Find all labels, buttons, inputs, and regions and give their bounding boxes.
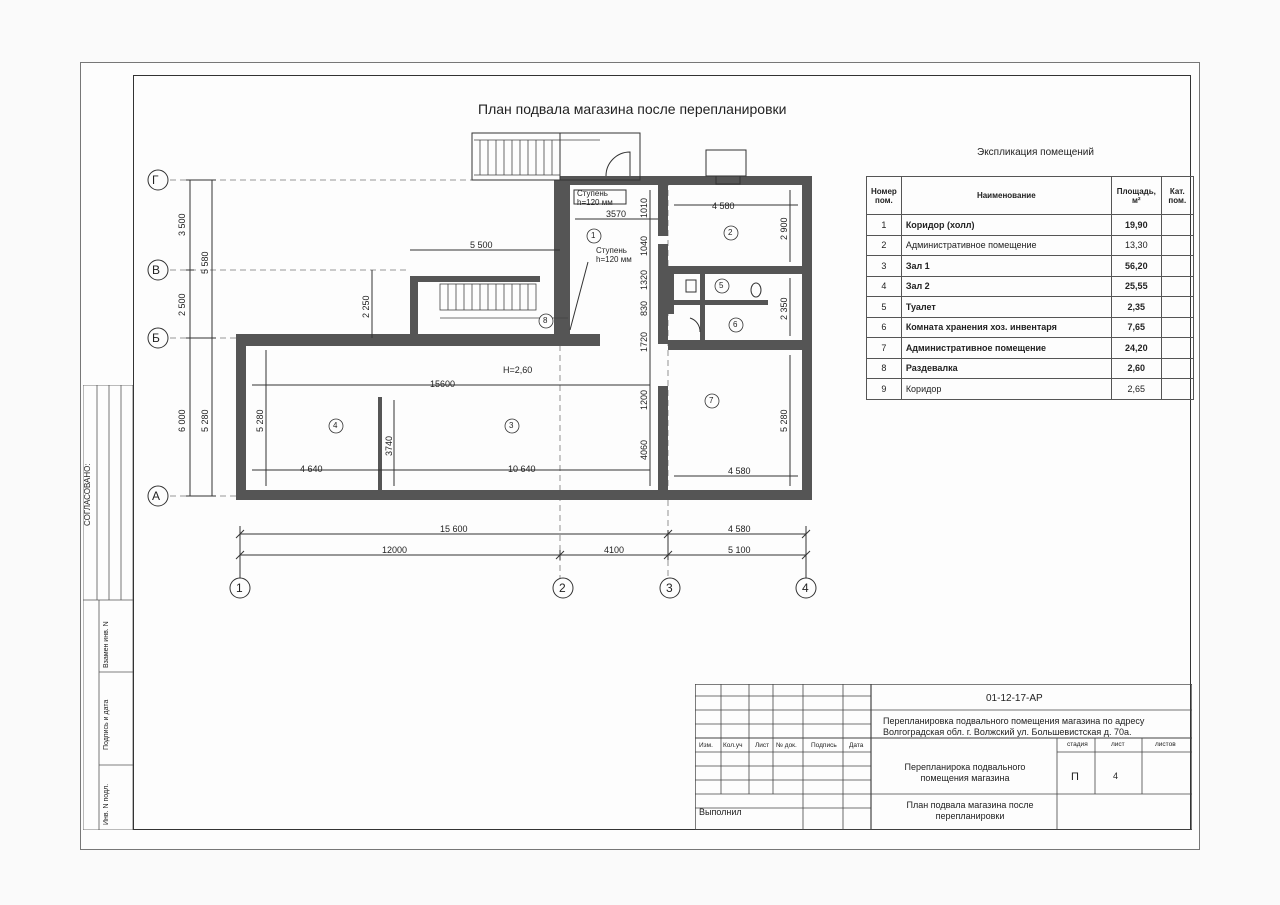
room-number: 3: [509, 421, 514, 430]
room-number: 4: [333, 421, 338, 430]
explication-row: [867, 297, 1194, 318]
explication-row: [867, 379, 1194, 400]
dim-inner: 830: [639, 300, 649, 316]
margin-swap: Взамен инв. N: [103, 621, 110, 668]
axis-label-col: 2: [559, 581, 566, 595]
ceiling-height: H=2,60: [503, 365, 533, 375]
sheets-label: листов: [1155, 741, 1176, 748]
dim-inner: 1320: [639, 269, 649, 290]
dim-left: 5 580: [200, 251, 210, 274]
explication-cell-name: Комната хранения хоз. инвентаря: [901, 317, 1111, 338]
explication-row: [867, 317, 1194, 338]
explication-cell-area: 25,55: [1111, 276, 1161, 297]
dim-inner: 3570: [606, 209, 627, 219]
axis-label-row: В: [152, 263, 161, 277]
dim-inner: 4 640: [300, 464, 323, 474]
step-note: h=120 мм: [596, 255, 632, 264]
explication-cell-area: 24,20: [1111, 338, 1161, 359]
explication-cell-area: 2,60: [1111, 358, 1161, 379]
explication-cell-cat: [1161, 215, 1193, 236]
dim-inner: 5 500: [470, 240, 493, 250]
room-number: 2: [728, 228, 733, 237]
stage-value: П: [1071, 771, 1079, 783]
explication-cell-name: Коридор: [901, 379, 1111, 400]
stamp-col: Дата: [849, 742, 864, 749]
object-name: Перепланирока подвального помещения магазина: [904, 762, 1026, 783]
dim-inner: 1010: [639, 197, 649, 218]
explication-cell-num: 9: [867, 379, 902, 400]
explication-row: [867, 338, 1194, 359]
explication-table: [866, 176, 1194, 400]
explication-cell-area: 13,30: [1111, 235, 1161, 256]
margin-sign-date: Подпись и дата: [103, 699, 110, 750]
dim-left: 2 500: [177, 293, 187, 316]
room-markers: [329, 226, 743, 433]
dim-left: 5 280: [200, 409, 210, 432]
step-note: h=120 мм: [577, 198, 613, 207]
dim-inner: 1720: [639, 331, 649, 352]
stamp-col: Лист: [755, 742, 770, 749]
room-number: 1: [591, 231, 596, 240]
col-header: Кат. пом.: [1161, 177, 1193, 215]
dim-inner: 2 900: [779, 217, 789, 240]
stamp-col: Подпись: [811, 742, 837, 749]
col-header: Наименование: [901, 177, 1111, 215]
room-number: 6: [733, 320, 738, 329]
axis-label-col: 1: [236, 581, 243, 595]
explication-cell-num: 6: [867, 317, 902, 338]
explication-row: [867, 358, 1194, 379]
explication-title: Экспликация помещений: [977, 147, 1094, 158]
explication-cell-area: 56,20: [1111, 256, 1161, 277]
stage-label: стадия: [1067, 741, 1088, 748]
explication-cell-num: 3: [867, 256, 902, 277]
explication-row: [867, 235, 1194, 256]
dim-inner: 4060: [639, 439, 649, 460]
explication-cell-cat: [1161, 235, 1193, 256]
explication-cell-num: 8: [867, 358, 902, 379]
explication-row: [867, 276, 1194, 297]
dim-bottom: 4 580: [728, 524, 751, 534]
explication-cell-cat: [1161, 379, 1193, 400]
dim-inner: 4 580: [712, 201, 735, 211]
explication-cell-name: Зал 2: [901, 276, 1111, 297]
title-block: [695, 684, 1192, 830]
explication-cell-area: 2,35: [1111, 297, 1161, 318]
explication-row: [867, 215, 1194, 236]
axis-label-row: Б: [152, 331, 160, 345]
dim-inner: 10 640: [508, 464, 536, 474]
drawing-title: План подвала магазина после перепланировки: [478, 101, 787, 117]
walls: [236, 176, 812, 500]
explication-cell-num: 4: [867, 276, 902, 297]
explication-cell-name: Туалет: [901, 297, 1111, 318]
explication-cell-num: 5: [867, 297, 902, 318]
dim-inner: 5 280: [255, 409, 265, 432]
dim-inner: 5 280: [779, 409, 789, 432]
explication-cell-name: Административное помещение: [901, 338, 1111, 359]
explication-cell-cat: [1161, 317, 1193, 338]
project-name: Перепланировка подвального помещения магазина по адресу Волгоградская обл. г. Волжский ул. Большевистская д. 70а.: [883, 716, 1145, 737]
performed-label: Выполнил: [699, 807, 742, 817]
dim-inner: 4 580: [728, 466, 751, 476]
room-number: 7: [709, 396, 714, 405]
dim-inner: 2 350: [779, 297, 789, 320]
explication-row: [867, 256, 1194, 277]
drawing-name: План подвала магазина после перепланировки: [906, 800, 1034, 821]
dim-bottom: 12000: [382, 545, 408, 555]
dim-left: 6 000: [177, 409, 187, 432]
explication-cell-name: Зал 1: [901, 256, 1111, 277]
explication-cell-area: 19,90: [1111, 215, 1161, 236]
stamp-col: Кол.уч: [723, 742, 743, 749]
dim-inner: 1040: [639, 235, 649, 256]
dim-bottom: 15 600: [440, 524, 468, 534]
margin-stamp: [83, 385, 133, 830]
dim-inner: 15600: [430, 379, 456, 389]
explication-cell-name: Коридор (холл): [901, 215, 1111, 236]
dim-inner: 2 250: [361, 295, 371, 318]
dim-bottom: 4100: [604, 545, 625, 555]
dim-inner: 3740: [384, 435, 394, 456]
sheet-label: лист: [1111, 741, 1125, 748]
margin-agreed: СОГЛАСОВАНО:: [83, 463, 92, 526]
explication-cell-num: 7: [867, 338, 902, 359]
explication-cell-cat: [1161, 338, 1193, 359]
explication-cell-name: Административное помещение: [901, 235, 1111, 256]
explication-cell-cat: [1161, 297, 1193, 318]
col-header: Площадь, м²: [1111, 177, 1161, 215]
explication-cell-cat: [1161, 358, 1193, 379]
explication-cell-num: 1: [867, 215, 902, 236]
axis-label-row: А: [152, 489, 161, 503]
explication-cell-cat: [1161, 276, 1193, 297]
axis-label-row: Г: [152, 173, 159, 187]
explication-cell-cat: [1161, 256, 1193, 277]
explication-cell-num: 2: [867, 235, 902, 256]
dim-inner: 1200: [639, 389, 649, 410]
step-note: Ступень: [596, 246, 627, 255]
room-number: 5: [719, 281, 724, 290]
explication-cell-name: Раздевалка: [901, 358, 1111, 379]
col-header: Номер пом.: [867, 177, 902, 215]
room-number: 8: [543, 316, 548, 325]
explication-cell-area: 7,65: [1111, 317, 1161, 338]
project-code: 01-12-17-АР: [986, 693, 1043, 704]
stamp-col: Изм.: [699, 742, 713, 749]
dim-left: 3 500: [177, 213, 187, 236]
axis-label-col: 3: [666, 581, 673, 595]
margin-inv: Инв. N подл.: [103, 783, 110, 825]
explication-cell-area: 2,65: [1111, 379, 1161, 400]
sheet-value: 4: [1113, 771, 1119, 781]
step-note: Ступень: [577, 189, 608, 198]
axis-label-col: 4: [802, 581, 809, 595]
dim-bottom: 5 100: [728, 545, 751, 555]
stamp-col: № док.: [776, 742, 797, 749]
